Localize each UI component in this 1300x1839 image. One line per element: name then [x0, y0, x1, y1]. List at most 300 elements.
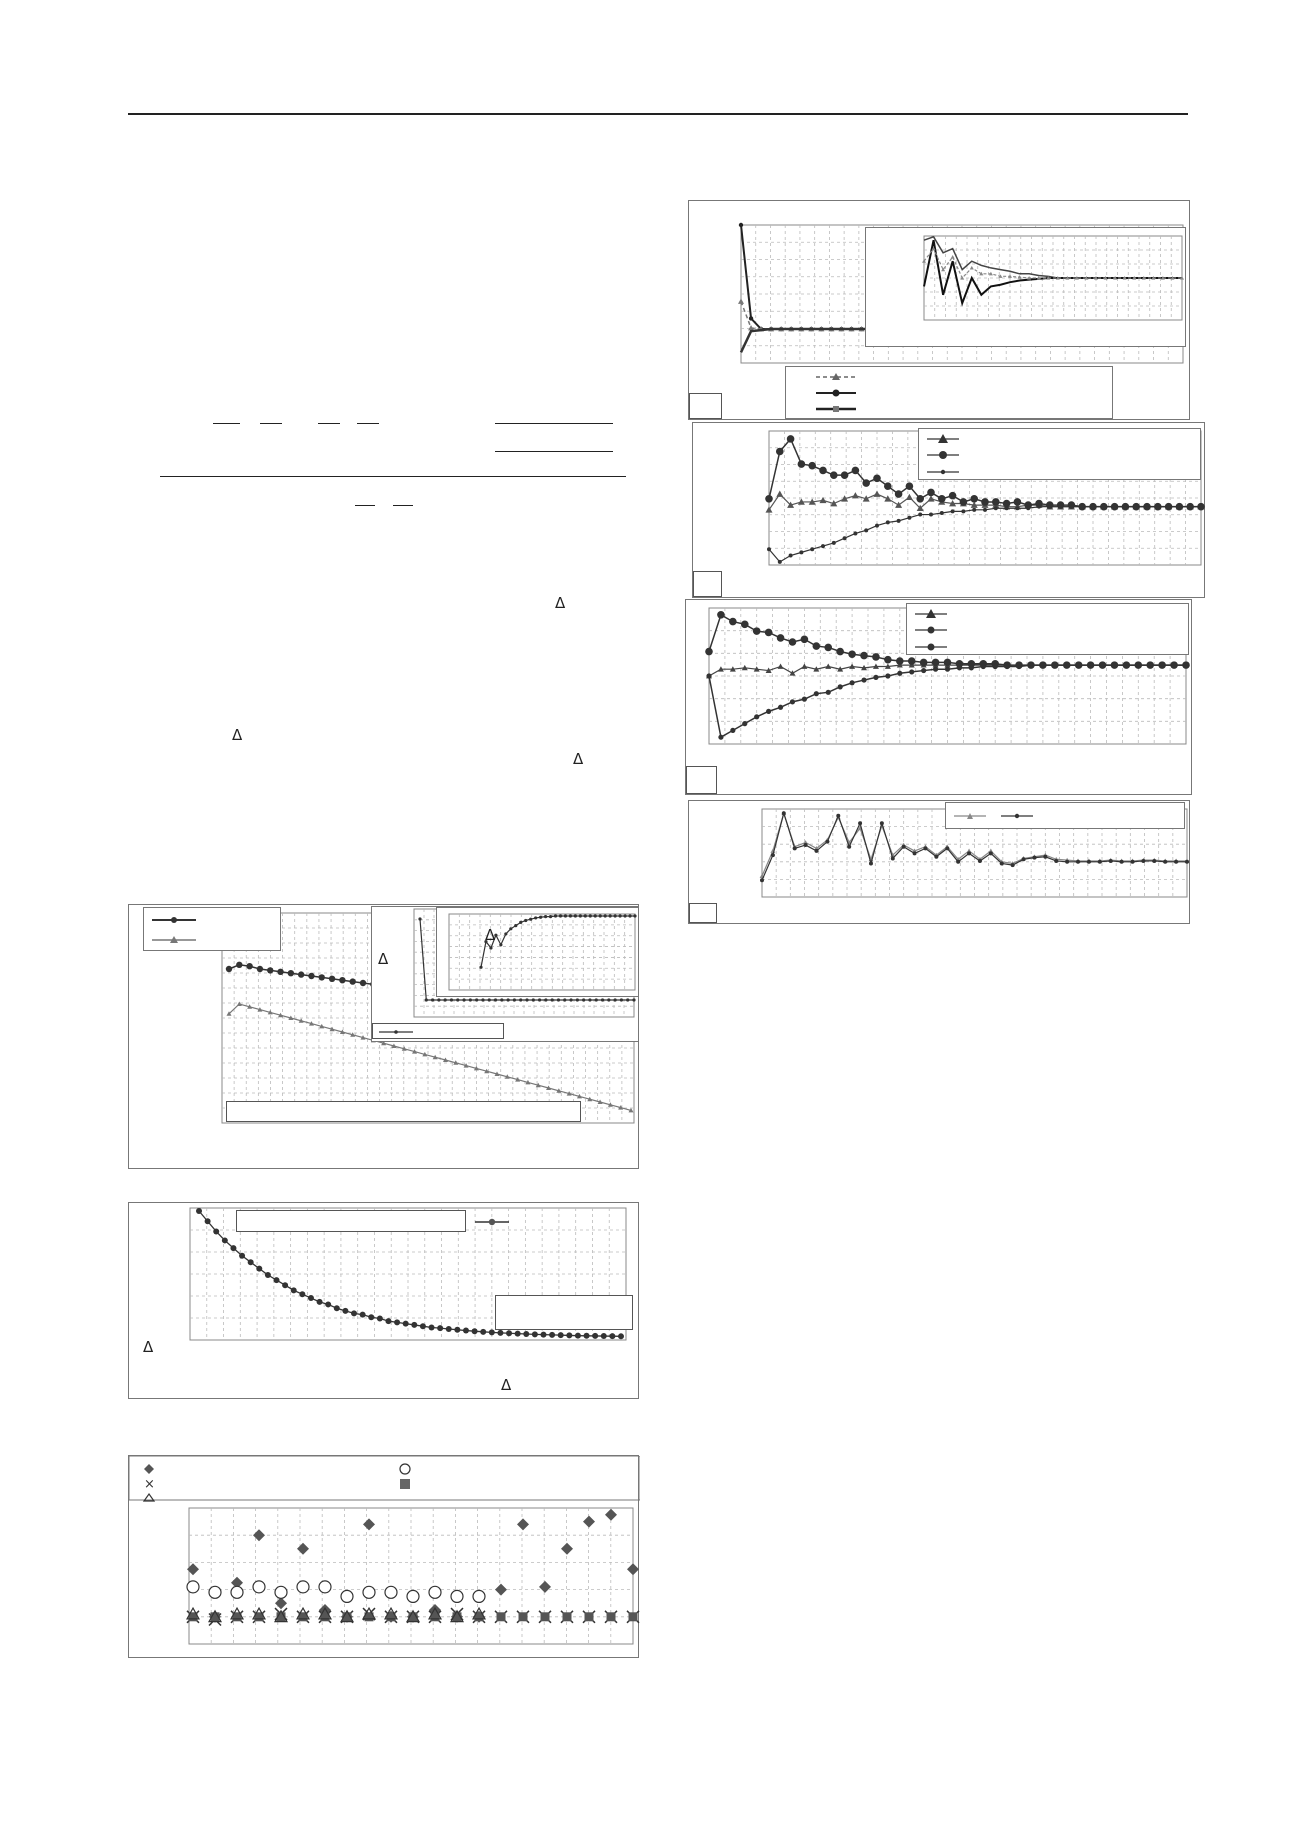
data-point [267, 967, 273, 973]
data-point [205, 1218, 211, 1224]
equation-main-rule [160, 476, 626, 477]
data-point [989, 851, 993, 855]
data-point [431, 998, 434, 1001]
data-point [604, 914, 607, 917]
data-point [525, 998, 528, 1001]
data-point [1098, 860, 1102, 864]
figure-a-panel-3 [685, 599, 1192, 795]
data-point [475, 998, 478, 1001]
data-point [524, 919, 527, 922]
data-point [509, 927, 512, 930]
data-point [351, 1310, 357, 1316]
data-point [633, 914, 636, 917]
data-point [628, 914, 631, 917]
data-point [495, 1584, 507, 1596]
data-point [377, 1316, 383, 1322]
data-point [1131, 860, 1135, 864]
delta-symbol: Δ [378, 950, 389, 968]
figure-a-panel-1-tag [689, 393, 722, 419]
data-point [923, 846, 927, 850]
data-point [970, 495, 978, 503]
data-point [934, 855, 938, 859]
figure-a-panel-1 [688, 200, 1190, 420]
data-point [583, 1516, 595, 1528]
data-point [349, 978, 355, 984]
data-point [1134, 505, 1138, 509]
data-point [239, 1253, 245, 1259]
data-point [429, 1324, 435, 1330]
data-point [317, 1299, 323, 1305]
data-point [782, 811, 786, 815]
data-point [1005, 506, 1009, 510]
data-point [836, 814, 840, 818]
data-point [632, 998, 635, 1001]
data-point [385, 1586, 397, 1598]
data-point [869, 861, 873, 865]
data-point [480, 1329, 486, 1335]
delta-symbol: Δ [555, 594, 566, 612]
data-point [1185, 860, 1189, 864]
data-point [620, 998, 623, 1001]
data-point [618, 914, 621, 917]
data-point [534, 916, 537, 919]
data-point [789, 670, 795, 675]
data-point [981, 664, 986, 669]
data-point [274, 1277, 280, 1283]
data-point [852, 467, 860, 475]
figure-a-panel-4-tag [689, 903, 717, 923]
data-point [920, 659, 928, 667]
data-point [940, 511, 944, 515]
data-point [717, 611, 725, 619]
data-point [329, 976, 335, 982]
data-point [297, 1581, 309, 1593]
data-point [1011, 863, 1015, 867]
data-point [885, 673, 890, 678]
data-point [961, 509, 965, 513]
data-point [730, 728, 735, 733]
data-point [1100, 663, 1105, 668]
data-point [1123, 505, 1127, 509]
delta-symbol: Δ [143, 1338, 154, 1356]
data-point [787, 435, 795, 443]
data-point [515, 1331, 521, 1337]
data-point [1141, 859, 1145, 863]
data-point [607, 1612, 616, 1621]
data-point [420, 1323, 426, 1329]
data-point [1174, 860, 1178, 864]
data-point [319, 974, 325, 980]
data-point [825, 663, 831, 668]
legend-marker-square [400, 1479, 410, 1489]
data-point [766, 709, 771, 714]
data-point [291, 1287, 297, 1293]
figure-a-panel-4-legend-keys [946, 803, 1186, 830]
figure-b-legend [143, 907, 281, 951]
data-point [523, 1331, 529, 1337]
equation-rule-6 [495, 451, 613, 452]
equation-rule-1 [213, 423, 240, 424]
data-point [256, 1266, 262, 1272]
data-point [907, 516, 911, 520]
data-point [230, 1245, 236, 1251]
data-point [1120, 860, 1124, 864]
figure-a-panel-1-inset [865, 227, 1186, 347]
data-point [497, 1330, 503, 1336]
data-point [927, 489, 935, 497]
data-point [970, 266, 974, 270]
data-point [342, 1308, 348, 1314]
data-point [1022, 857, 1026, 861]
data-point [957, 665, 962, 670]
data-point [1112, 663, 1117, 668]
data-point [776, 448, 784, 456]
data-point [821, 544, 825, 548]
data-point [513, 998, 516, 1001]
data-point [187, 1581, 199, 1593]
data-point [969, 665, 974, 670]
data-point [360, 1312, 366, 1318]
data-point [339, 977, 345, 983]
equation-rule-5 [495, 423, 613, 424]
data-point [319, 1581, 331, 1593]
figure-a-panel-2-tag [693, 571, 722, 597]
data-point [960, 498, 968, 506]
data-point [932, 659, 940, 667]
data-point [896, 657, 904, 665]
data-point [363, 1518, 375, 1530]
data-point [579, 914, 582, 917]
data-point [514, 924, 517, 927]
data-point [325, 1301, 331, 1307]
data-point [765, 495, 773, 503]
data-point [906, 482, 914, 490]
data-point [1152, 859, 1156, 863]
data-point [754, 714, 759, 719]
data-point [872, 653, 880, 661]
data-point [462, 998, 465, 1001]
equation-rule-4 [357, 423, 379, 424]
data-point [246, 963, 252, 969]
data-point [916, 495, 924, 503]
figure-a-panel-3-legend-keys [907, 604, 1190, 656]
data-point [368, 1314, 374, 1320]
data-point [582, 998, 585, 1001]
delta-symbol: Δ [485, 926, 496, 944]
data-point [444, 998, 447, 1001]
data-point [532, 1331, 538, 1337]
data-point [297, 1543, 309, 1555]
data-point [1064, 663, 1069, 668]
data-point [607, 998, 610, 1001]
figure-b [128, 904, 639, 1169]
data-point [308, 1295, 314, 1301]
data-point [951, 255, 955, 259]
data-point [394, 1319, 400, 1325]
data-point [843, 536, 847, 540]
data-point [884, 495, 891, 501]
data-point [801, 663, 807, 668]
data-point [1005, 664, 1010, 669]
figure-a-panel-4 [688, 800, 1190, 924]
data-point [1163, 860, 1167, 864]
data-point [497, 1612, 506, 1621]
data-point [790, 699, 795, 704]
data-point [895, 490, 903, 498]
data-point [463, 1328, 469, 1334]
data-point [575, 1333, 581, 1339]
data-point [1183, 663, 1188, 668]
data-point [789, 638, 797, 646]
data-point [584, 914, 587, 917]
data-point [488, 998, 491, 1001]
data-point [874, 491, 881, 497]
series-line [481, 916, 635, 967]
legend-marker-circle [171, 917, 177, 923]
data-point [585, 1612, 594, 1621]
data-point [231, 1586, 243, 1598]
data-point [209, 1586, 221, 1598]
data-point [473, 1590, 485, 1602]
data-point [277, 969, 283, 975]
data-point [627, 1563, 639, 1575]
legend-marker-diamond [144, 1464, 154, 1474]
data-point [451, 1590, 463, 1602]
data-point [549, 915, 552, 918]
data-point [832, 541, 836, 545]
data-point [299, 1291, 305, 1297]
data-point [1091, 505, 1095, 509]
data-point [814, 691, 819, 696]
data-point [554, 914, 557, 917]
data-point [853, 531, 857, 535]
data-point [385, 1318, 391, 1324]
data-point [566, 1332, 572, 1338]
data-point [519, 921, 522, 924]
data-point [529, 918, 532, 921]
data-point [479, 966, 482, 969]
data-point [275, 1597, 287, 1609]
data-point [993, 664, 998, 669]
data-point [848, 650, 856, 658]
data-point [334, 1305, 340, 1311]
data-point [594, 914, 597, 917]
data-point [738, 298, 744, 303]
data-point [1003, 500, 1011, 508]
data-point [753, 627, 761, 635]
data-point [253, 1581, 265, 1593]
data-point [507, 998, 510, 1001]
figure-c-annotation-box-right [495, 1295, 633, 1330]
data-point [425, 998, 428, 1001]
data-point [629, 1612, 638, 1621]
figure-b-inner-inset-plot [437, 908, 640, 998]
data-point [895, 502, 902, 508]
data-point [257, 966, 263, 972]
data-point [814, 849, 818, 853]
legend-marker-x: × [144, 1477, 155, 1492]
data-point [1148, 663, 1153, 668]
data-point [793, 846, 797, 850]
delta-symbol: Δ [232, 726, 243, 744]
data-point [1088, 663, 1093, 668]
data-point [489, 946, 492, 949]
data-point [801, 635, 809, 643]
data-point [541, 1612, 550, 1621]
data-point [873, 675, 878, 680]
data-point [275, 1586, 287, 1598]
data-point [813, 642, 821, 650]
data-point [1145, 505, 1149, 509]
data-point [557, 998, 560, 1001]
figure-a-panel-1-legend [785, 366, 1113, 419]
data-point [411, 1322, 417, 1328]
data-point [778, 705, 783, 710]
data-point [981, 498, 989, 506]
data-point [918, 513, 922, 517]
data-point [852, 492, 859, 498]
data-point [519, 998, 522, 1001]
data-point [601, 1333, 607, 1339]
data-point [418, 917, 421, 920]
figure-a-panel-1-legend-keys [786, 367, 1114, 420]
data-point [599, 914, 602, 917]
figure-a-panel-3-legend [906, 603, 1189, 655]
data-point [847, 845, 851, 849]
data-point [933, 667, 938, 672]
data-point [1028, 663, 1033, 668]
data-point [429, 1586, 441, 1598]
data-point [213, 1228, 219, 1234]
equation-rule-3 [318, 423, 340, 424]
figure-b-legend-keys [144, 908, 282, 952]
equation-rule-7 [355, 505, 375, 506]
figure-d-legend [129, 1456, 640, 1506]
data-point [776, 491, 783, 497]
data-point [1076, 860, 1080, 864]
data-point [360, 980, 366, 986]
data-point [532, 998, 535, 1001]
data-point [1177, 505, 1181, 509]
data-point [506, 1330, 512, 1336]
data-point [886, 520, 890, 524]
data-point [804, 843, 808, 847]
data-point [897, 519, 901, 523]
figure-b-inset [371, 906, 639, 1042]
data-point [298, 971, 304, 977]
data-point [584, 1333, 590, 1339]
data-point [253, 1529, 265, 1541]
data-point [1040, 663, 1045, 668]
data-point [978, 859, 982, 863]
data-point [1043, 855, 1047, 859]
data-point [944, 659, 952, 667]
data-point [504, 932, 507, 935]
data-point [626, 998, 629, 1001]
figure-c-annotation-box-top [236, 1210, 466, 1232]
data-point [248, 1259, 254, 1265]
data-point [519, 1612, 528, 1621]
data-point [363, 1586, 375, 1598]
data-point [539, 1581, 551, 1593]
data-point [799, 550, 803, 554]
data-point [226, 966, 232, 972]
data-point [196, 1208, 202, 1214]
data-point [765, 629, 773, 637]
data-point [494, 998, 497, 1001]
data-point [749, 316, 753, 320]
data-point [909, 669, 914, 674]
delta-symbol: Δ [501, 1376, 512, 1394]
data-point [308, 973, 314, 979]
data-point [1113, 505, 1117, 509]
figure-a-panel-1-inset-plot [866, 228, 1187, 348]
data-point [706, 673, 711, 678]
data-point [576, 998, 579, 1001]
data-point [741, 621, 749, 629]
data-point [945, 846, 949, 850]
data-point [880, 821, 884, 825]
data-point [902, 845, 906, 849]
data-point [609, 1333, 615, 1339]
data-point [403, 1321, 409, 1327]
data-point [841, 471, 849, 479]
data-point [1109, 859, 1113, 863]
data-point [767, 547, 771, 551]
data-point [906, 494, 913, 500]
data-point [729, 618, 737, 626]
data-point [609, 914, 612, 917]
data-point [718, 735, 723, 740]
data-point [824, 644, 832, 652]
data-point [569, 998, 572, 1001]
data-point [808, 462, 816, 470]
delta-symbol: Δ [573, 750, 584, 768]
data-point [825, 840, 829, 844]
data-point [873, 474, 881, 482]
legend-marker-circle [400, 1464, 410, 1474]
data-point [1015, 506, 1019, 510]
data-point [830, 471, 838, 479]
data-point [836, 648, 844, 656]
figure-b-annotation-box [226, 1101, 581, 1122]
inset-legend-key [373, 1024, 505, 1040]
data-point [563, 1612, 572, 1621]
data-point [539, 916, 542, 919]
data-point [558, 1332, 564, 1338]
data-point [450, 998, 453, 1001]
data-point [288, 970, 294, 976]
data-point [561, 1543, 573, 1555]
data-point [1102, 505, 1106, 509]
data-point [1048, 505, 1052, 509]
data-point [265, 1272, 271, 1278]
data-point [858, 821, 862, 825]
data-point [282, 1282, 288, 1288]
data-point [538, 998, 541, 1001]
data-point [826, 690, 831, 695]
data-point [601, 998, 604, 1001]
data-point [875, 524, 879, 528]
data-point [1160, 663, 1165, 668]
data-point [967, 851, 971, 855]
data-point [860, 652, 868, 660]
data-point [499, 943, 502, 946]
data-point [778, 560, 782, 564]
data-point [1188, 505, 1192, 509]
data-point [1000, 861, 1004, 865]
figure-d [128, 1455, 639, 1658]
